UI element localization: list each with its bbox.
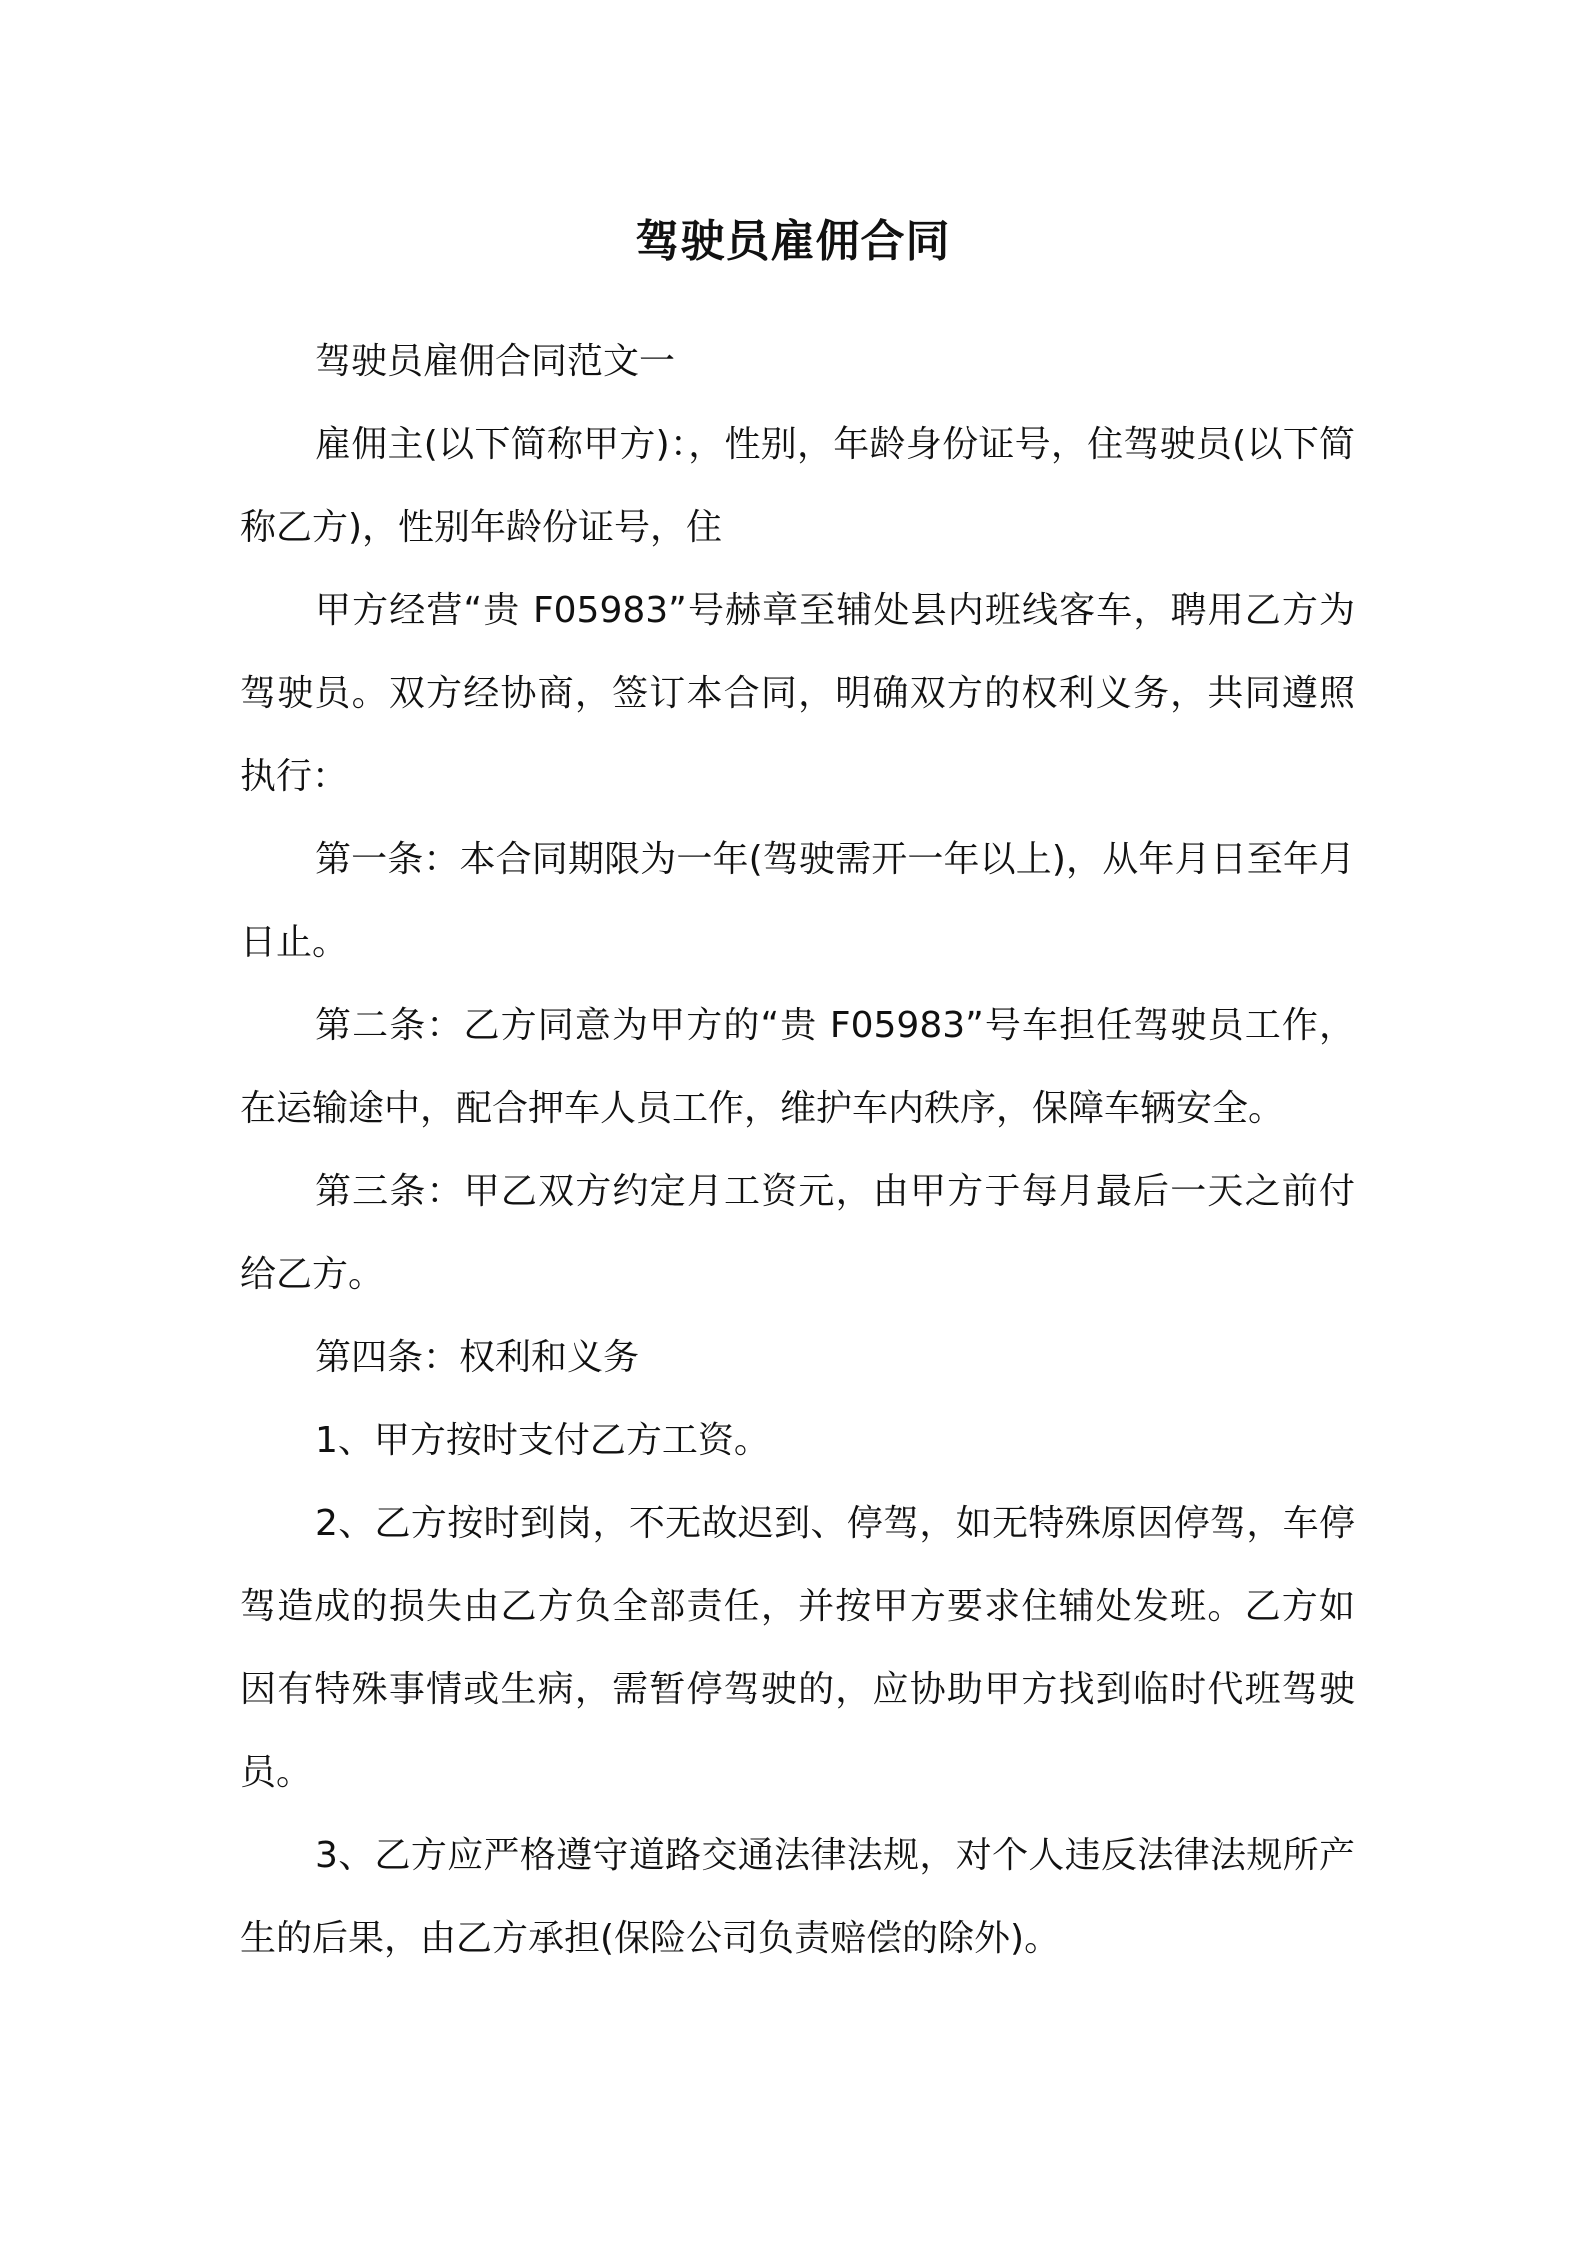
paragraph-clause-2: 2、乙方按时到岗，不无故迟到、停驾，如无特殊原因停驾，车停驾造成的损失由乙方负全部责任，并按甲方要求住辅处发班。乙方如因有特殊事情或生病，需暂停驾驶的，应协助甲方找到临时代班驾驶员。 [240, 1503, 1355, 1793]
document-title: 驾驶员雇佣合同 [635, 216, 951, 267]
paragraph-article-1: 第一条：本合同期限为一年(驾驶需开一年以上)，从年月日至年月日止。 [240, 839, 1355, 963]
paragraph-article-3: 第三条：甲乙双方约定月工资元，由甲方于每月最后一天之前付给乙方。 [240, 1171, 1355, 1295]
paragraph-article-2: 第二条：乙方同意为甲方的“贵 F05983”号车担任驾驶员工作，在运输途中，配合押车人员工作，维护车内秩序，保障车辆安全。 [240, 1005, 1355, 1129]
document-body [240, 320, 1355, 1980]
paragraph-clause-3: 3、乙方应严格遵守道路交通法律法规，对个人违反法律法规所产生的后果，由乙方承担(保险公司负责赔偿的除外)。 [240, 1835, 1355, 1959]
paragraph-clause-1: 1、甲方按时支付乙方工资。 [315, 1420, 770, 1461]
paragraph-subtitle: 驾驶员雇佣合同范文一 [315, 341, 676, 382]
paragraph-parties: 雇佣主(以下简称甲方)：，性别，年龄身份证号，住驾驶员(以下简称乙方)，性别年龄份证号，住 [240, 424, 1355, 548]
paragraph-article-4-heading: 第四条：权利和义务 [315, 1337, 640, 1378]
paragraph-preamble: 甲方经营“贵 F05983”号赫章至辅处县内班线客车，聘用乙方为驾驶员。双方经协商，签订本合同，明确双方的权利义务，共同遵照执行： [240, 590, 1355, 797]
